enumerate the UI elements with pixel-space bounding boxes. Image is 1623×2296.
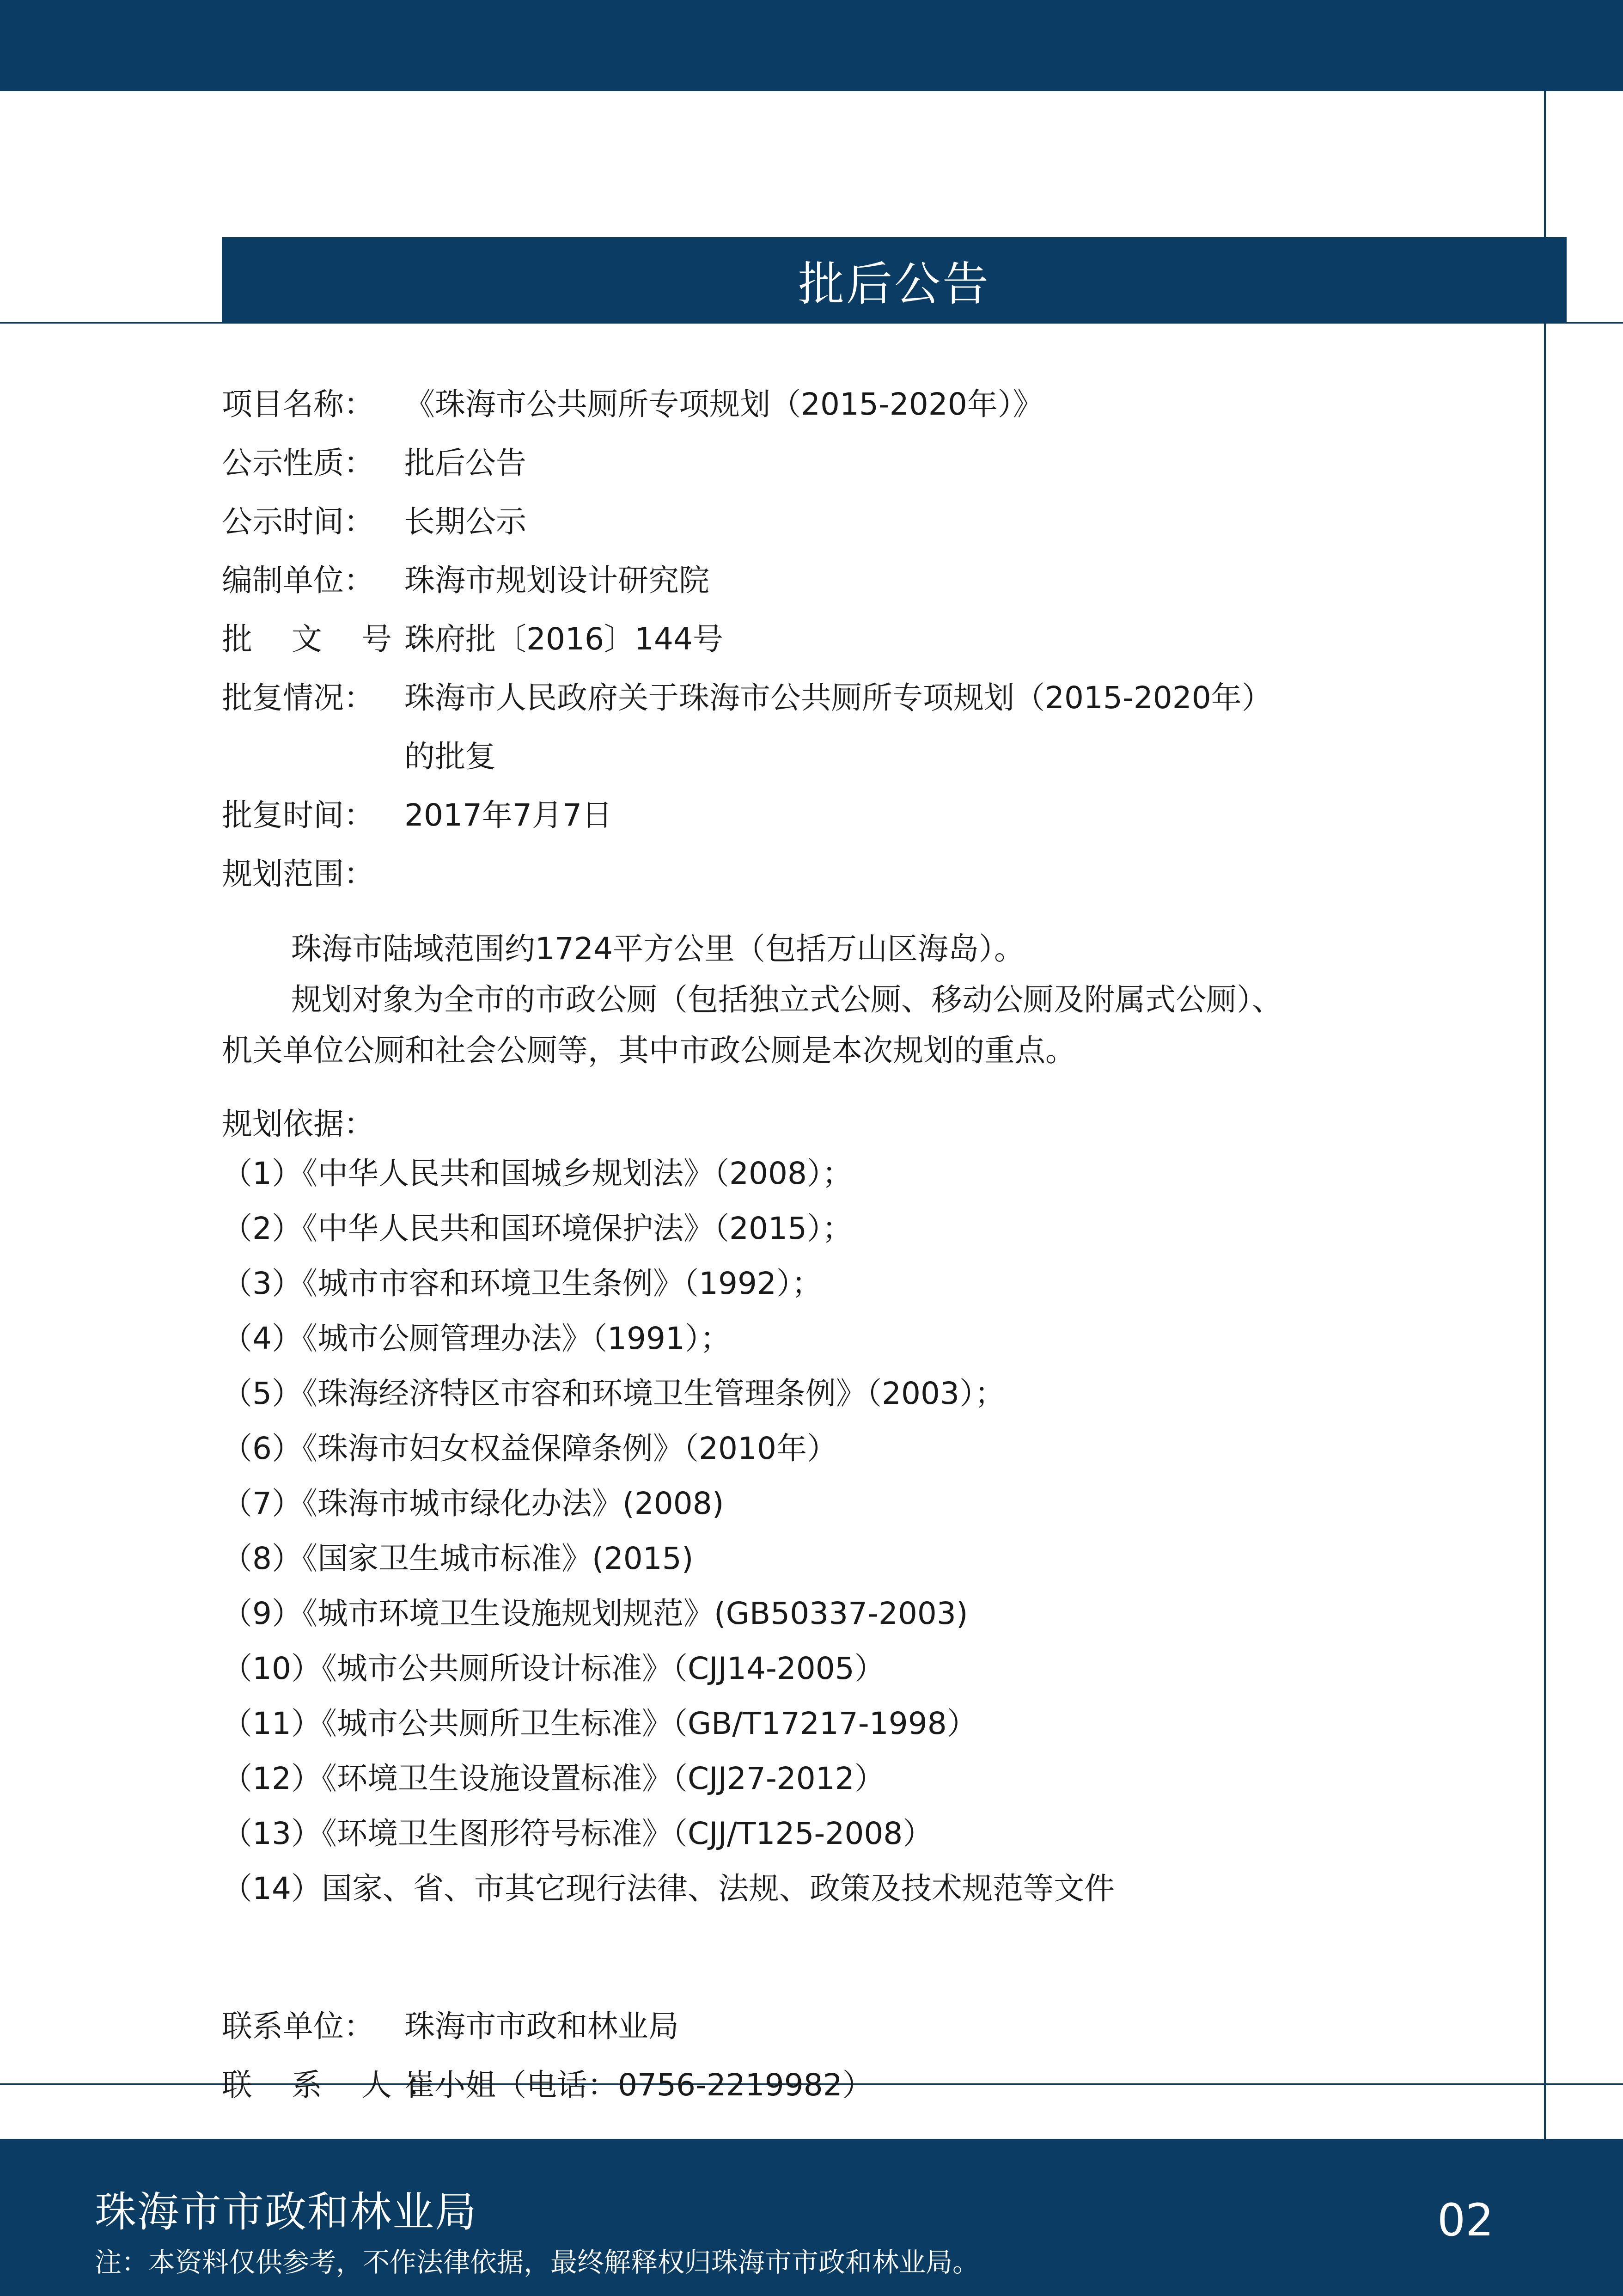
notice-nature-row: [222, 431, 1530, 490]
page-title: 批后公告: [798, 257, 990, 311]
planning-scope-text: [222, 924, 1530, 1076]
contact-unit-row: [222, 1994, 1530, 2053]
basis-item: （13）《环境卫生图形符号标准》（CJJ/T125-2008）: [222, 1816, 934, 1851]
approval-status-continuation: 的批复: [404, 739, 496, 774]
compiling-unit-label: 编制单位：: [222, 563, 374, 598]
basis-item: （14）国家、省、市其它现行法律、法规、政策及技术规范等文件: [222, 1871, 1115, 1906]
notice-time-row: [222, 490, 1530, 548]
basis-item: （6）《珠海市妇女权益保障条例》（2010年）: [222, 1431, 837, 1466]
basis-item: （7）《珠海市城市绿化办法》(2008): [222, 1486, 724, 1521]
scope-paragraph-2-line-2: 机关单位公厕和社会公厕等，其中市政公厕是本次规划的重点。: [222, 1033, 1076, 1068]
page-number: 02: [1437, 2194, 1494, 2246]
approval-date-row: [222, 783, 1530, 842]
footer-disclaimer: 注：本资料仅供参考，不作法律依据，最终解释权归珠海市市政和林业局。: [95, 2247, 980, 2278]
document-number-label: 批 文 号：: [222, 621, 452, 657]
scope-paragraph-2-line-1: 规划对象为全市的市政公厕（包括独立式公厕、移动公厕及附属式公厕）、: [291, 982, 1282, 1017]
compiling-unit-value: 珠海市规划设计研究院: [404, 563, 709, 598]
basis-item: （8）《国家卫生城市标准》(2015): [222, 1541, 694, 1576]
approval-status-label: 批复情况：: [222, 680, 374, 716]
contact-person-label: 联 系 人：: [222, 2067, 452, 2103]
contact-section: [222, 1994, 1530, 2112]
basis-item: （12）《环境卫生设施设置标准》（CJJ27-2012）: [222, 1761, 885, 1796]
basis-item: （1）《中华人民共和国城乡规划法》（2008）；: [222, 1156, 853, 1191]
top-band: [0, 0, 1623, 91]
basis-item: （4）《城市公厕管理办法》（1991）；: [222, 1321, 731, 1356]
notice-time-label: 公示时间：: [222, 504, 374, 539]
planning-scope-row: [222, 842, 1530, 900]
approval-date-value: 2017年7月7日: [404, 797, 612, 833]
contact-person-value: 崔小姐（电话：0756-2219982）: [404, 2067, 873, 2103]
notice-nature-label: 公示性质：: [222, 445, 374, 481]
basis-item: （10）《城市公共厕所设计标准》（CJJ14-2005）: [222, 1651, 885, 1686]
footer-organization: 珠海市市政和林业局: [95, 2188, 477, 2236]
basis-item: （3）《城市市容和环境卫生条例》（1992）；: [222, 1266, 822, 1301]
notice-content: [222, 372, 1530, 2112]
contact-person-row: [222, 2053, 1530, 2112]
basis-item: （9）《城市环境卫生设施规划规范》(GB50337-2003): [222, 1596, 968, 1631]
basis-item: （2）《中华人民共和国环境保护法》（2015）；: [222, 1211, 853, 1246]
footer-band: [0, 2139, 1623, 2296]
project-name-label: 项目名称：: [222, 386, 374, 422]
notice-time-value: 长期公示: [404, 504, 526, 539]
approval-date-label: 批复时间：: [222, 797, 374, 833]
planning-scope-label: 规划范围：: [222, 856, 374, 892]
notice-title-bar: [222, 237, 1567, 323]
planning-basis-list: [222, 1143, 1530, 1913]
approval-status-value: 珠海市人民政府关于珠海市公共厕所专项规划（2015-2020年）: [404, 680, 1272, 716]
notice-nature-value: 批后公告: [404, 445, 526, 481]
planning-basis-title: 规划依据：: [222, 1106, 374, 1142]
document-number-value: 珠府批〔2016〕144号: [404, 621, 723, 657]
contact-unit-value: 珠海市市政和林业局: [404, 2008, 679, 2044]
compiling-unit-row: [222, 548, 1530, 607]
basis-item: （11）《城市公共厕所卫生标准》（GB/T17217-1998）: [222, 1706, 977, 1741]
project-name-row: [222, 372, 1530, 431]
document-number-row: [222, 607, 1530, 666]
contact-unit-label: 联系单位：: [222, 2008, 374, 2044]
approval-status-row: [222, 666, 1530, 724]
basis-item: （5）《珠海经济特区市容和环境卫生管理条例》（2003）；: [222, 1376, 1005, 1411]
project-name-value: 《珠海市公共厕所专项规划（2015-2020年）》: [404, 386, 1043, 422]
vertical-rule: [1544, 91, 1546, 2139]
scope-paragraph-1: 珠海市陆域范围约1724平方公里（包括万山区海岛）。: [291, 931, 1025, 967]
